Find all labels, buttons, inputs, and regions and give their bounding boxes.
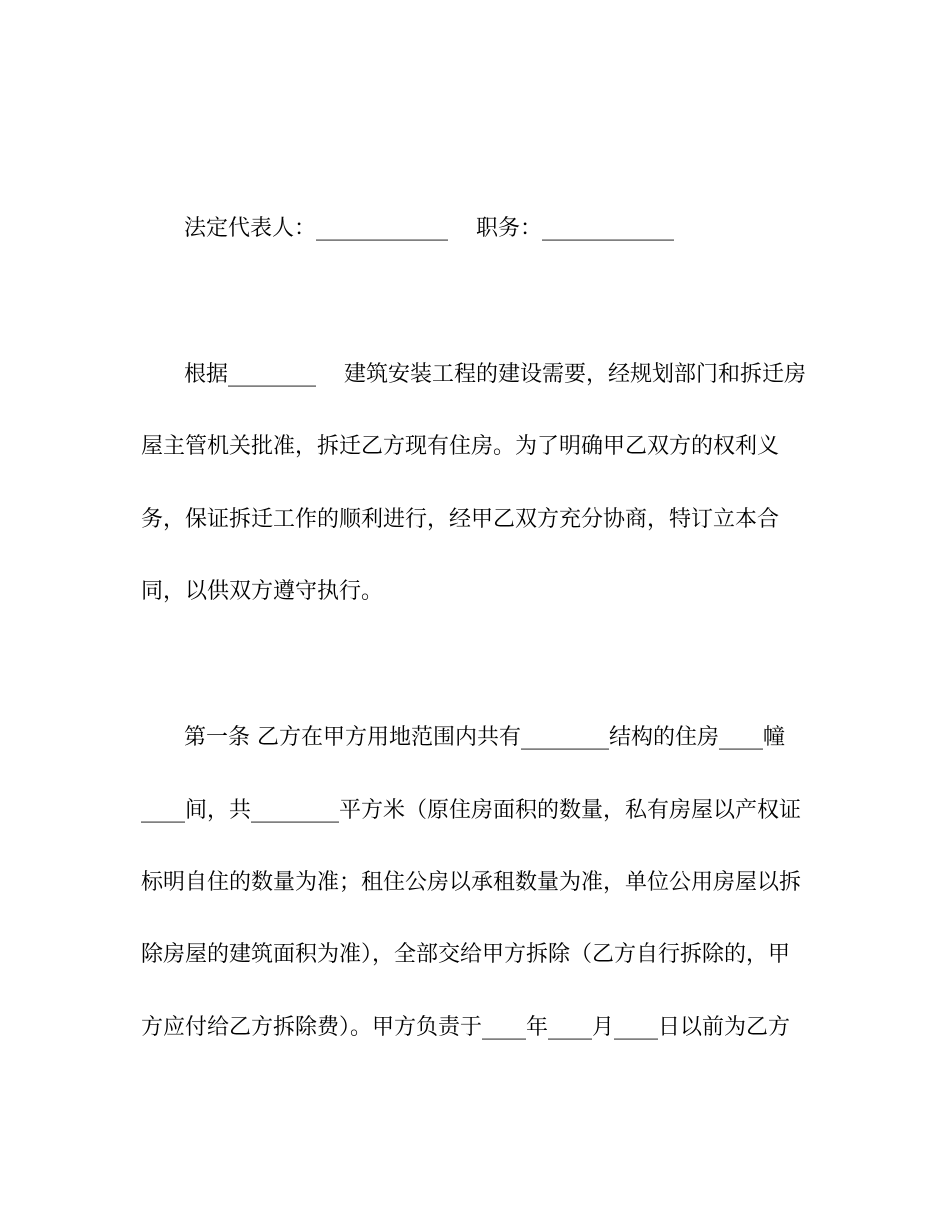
paragraph-1-line-3: 务，保证拆迁工作的顺利进行，经甲乙双方充分协商，特订立本合 <box>141 507 780 532</box>
paragraph-1-line-4: 同，以供双方遵守执行。 <box>141 579 384 604</box>
article-1-line-3: 标明自住的数量为准；租住公房以承租数量为准，单位公用房屋以拆 <box>141 870 802 895</box>
paragraph-1-line-2: 屋主管机关批准，拆迁乙方现有住房。为了明确甲乙双方的权利义 <box>141 434 780 459</box>
article-1-line-5: 方应付给乙方拆除费）。甲方负责于____年____月____日以前为乙方 <box>141 1015 791 1040</box>
article-1-line-4: 除房屋的建筑面积为准），全部交给甲方拆除（乙方自行拆除的，甲 <box>141 942 791 967</box>
article-1-line-1: 第一条 乙方在甲方用地范围内共有________结构的住房____幢 <box>184 725 785 750</box>
paragraph-1-line-1: 根据________ 建筑安装工程的建设需要，经规划部门和拆迁房 <box>184 362 806 387</box>
legal-representative-line: 法定代表人：____________ 职务：____________ <box>184 216 674 241</box>
article-1-line-2: ____间，共________平方米（原住房面积的数量，私有房屋以产权证 <box>141 798 802 823</box>
